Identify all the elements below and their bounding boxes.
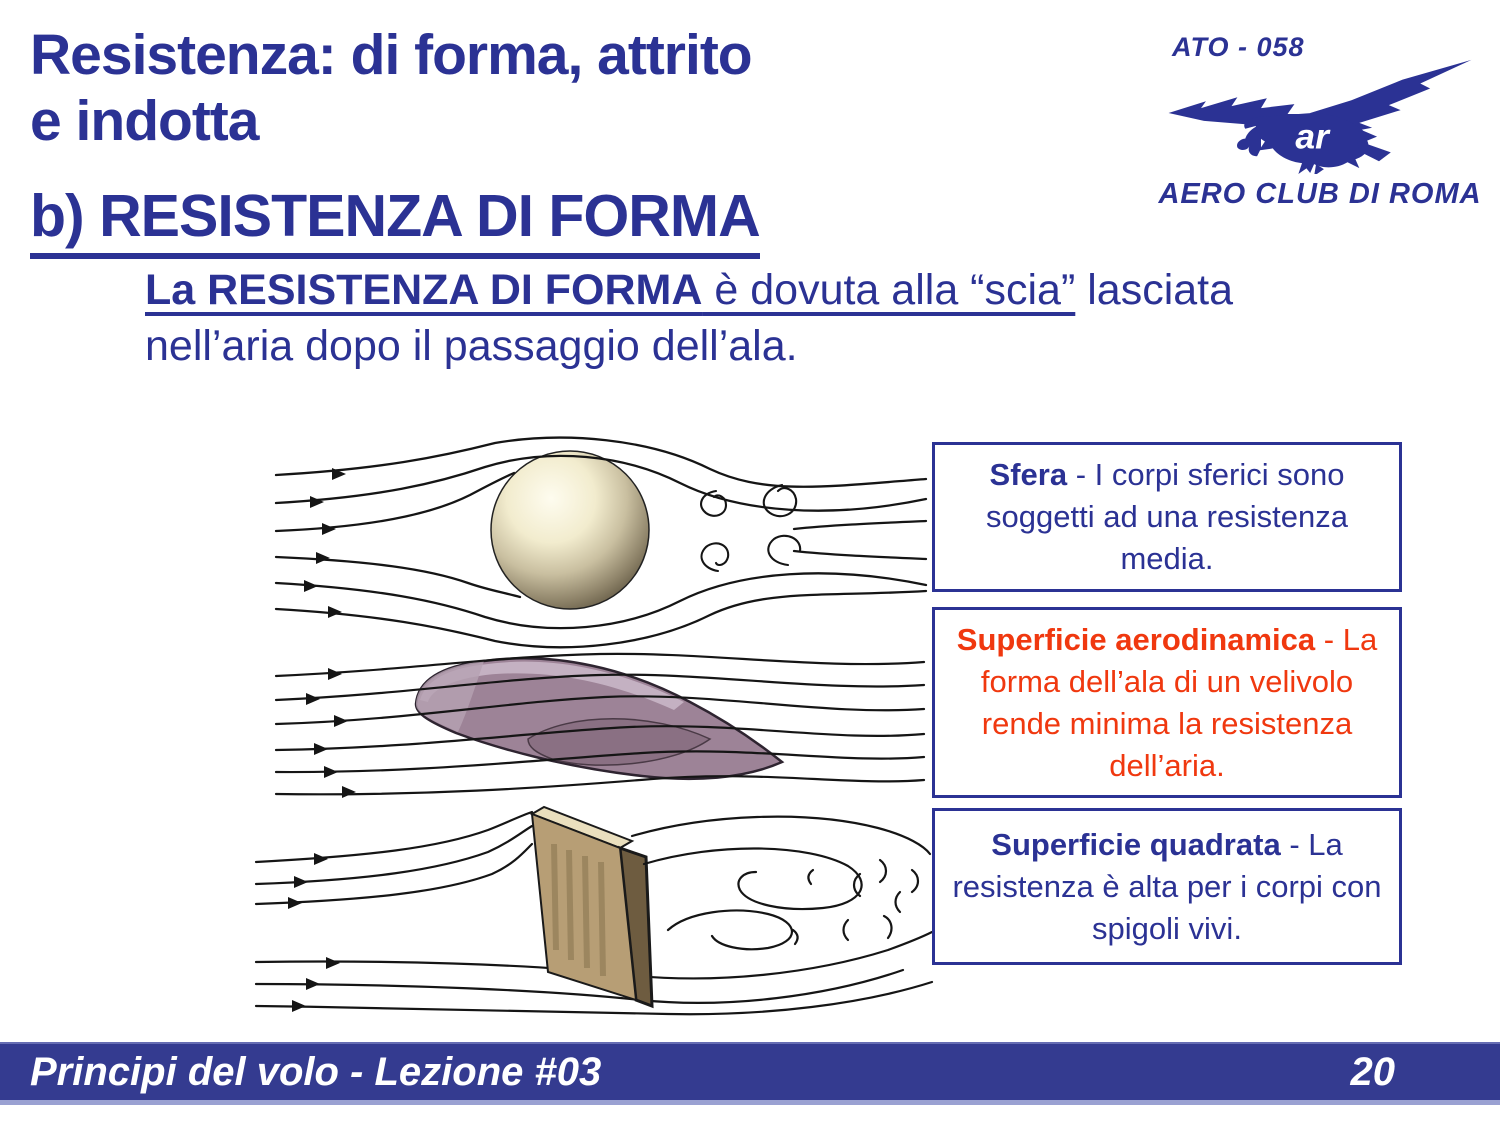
footer-page-number: 20: [1350, 1049, 1395, 1094]
flow-arrowheads: [306, 668, 356, 798]
callout-aerodynamic-surface: [932, 607, 1402, 798]
footer-lesson-title: Principi del volo - Lezione #03: [30, 1049, 602, 1094]
callout-title: Superficie quadrata: [991, 826, 1281, 862]
body-paragraph-line1: [145, 262, 1485, 318]
section-heading: [30, 182, 760, 259]
callout-sphere-text: [943, 454, 1391, 580]
callout-square-surface: [932, 808, 1402, 965]
eagle-monogram: ar: [1295, 116, 1329, 157]
body-paragraph: [145, 262, 1485, 374]
ato-code: ATO - 058: [1172, 32, 1305, 62]
eagle-head-beak: [1237, 125, 1261, 156]
paragraph-rest: lasciata: [1075, 266, 1234, 314]
sphere-flow-diagram: [270, 433, 930, 665]
slide-title-line2: e indotta: [30, 89, 259, 153]
flat-plate-flow-diagram: [248, 800, 938, 1022]
footer-bar: [0, 1042, 1500, 1105]
body-paragraph-line2: nell’aria dopo il passaggio dell’ala.: [145, 322, 798, 370]
callout-title: Superficie aerodinamica: [956, 621, 1316, 657]
callout-aerodynamic-text: [943, 619, 1391, 787]
callout-sphere: [932, 442, 1402, 592]
callout-body: - La forma dell’ala di un velivolo rende minima la resistenza dell’aria.: [980, 621, 1378, 783]
section-heading-text: b) RESISTENZA DI FORMA: [30, 182, 760, 259]
callout-square-text: [943, 824, 1391, 950]
paragraph-underlined-part: è dovuta alla “scia”: [702, 266, 1076, 314]
flow-arrowheads: [304, 468, 346, 618]
callout-body: - La resistenza è alta per i corpi con spigoli vivi.: [952, 826, 1382, 946]
callout-body: - I corpi sferici sono soggetti ad una resistenza media.: [986, 457, 1348, 576]
flow-arrowheads: [288, 853, 340, 1012]
airfoil: [416, 658, 782, 779]
callout-title: Sfera: [989, 457, 1068, 492]
club-name: AERO CLUB DI ROMA: [1158, 178, 1482, 210]
slide-title-line1: Resistenza: di forma, attrito: [30, 23, 752, 87]
sphere: [491, 451, 649, 609]
airfoil-flow-diagram: [270, 640, 930, 808]
turbulent-wake: [632, 817, 930, 950]
flat-plate: [532, 807, 652, 1006]
paragraph-bold-part: La RESISTENZA DI FORMA: [145, 266, 703, 314]
eagle-logo-icon: [1152, 56, 1488, 174]
slide-title: [30, 22, 752, 154]
eagle-tail: [1357, 141, 1390, 162]
